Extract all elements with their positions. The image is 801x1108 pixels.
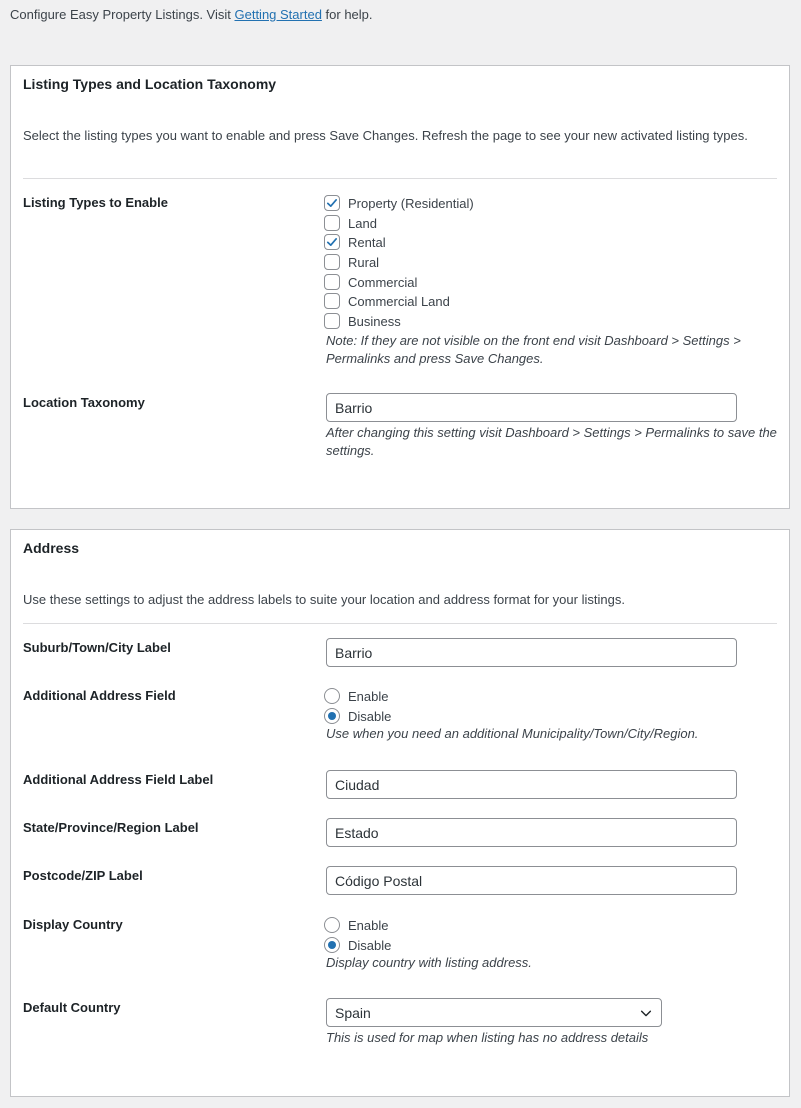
display-country-disable-row[interactable]: [324, 935, 391, 955]
checkbox-row-property[interactable]: [324, 193, 474, 213]
additional-address-field-label: Additional Address Field Label: [23, 772, 214, 787]
postcode-label: Postcode/ZIP Label: [23, 868, 143, 883]
additional-address-label-input[interactable]: [326, 770, 737, 799]
intro-suffix: for help.: [321, 7, 373, 22]
section-description: Select the listing types you want to enable and press Save Changes. Refresh the page to see your new activated listing types.: [23, 128, 748, 143]
additional-address-enable-radio[interactable]: [324, 688, 340, 704]
default-country-help: This is used for map when listing has no address details: [326, 1030, 649, 1045]
listing-types-help: Note: If they are not visible on the front end visit Dashboard > Settings > Permalinks and press Save Changes.: [326, 333, 741, 366]
default-country-label: Default Country: [23, 1000, 121, 1015]
additional-address-help: Use when you need an additional Municipality/Town/City/Region.: [326, 726, 699, 741]
checkbox-row-business[interactable]: [324, 311, 401, 331]
postcode-label-input[interactable]: [326, 866, 737, 895]
section-title: Address: [23, 540, 80, 556]
intro-text: [10, 7, 373, 22]
land-checkbox-label: Land: [348, 215, 377, 231]
checkbox-row-land[interactable]: [324, 213, 377, 233]
location-taxonomy-help: After changing this setting visit Dashboard > Settings > Permalinks to save the settings.: [326, 425, 777, 458]
checkmark-icon: [325, 196, 339, 210]
default-country-select[interactable]: [326, 998, 662, 1027]
display-country-enable-radio[interactable]: [324, 917, 340, 933]
business-checkbox-label: Business: [348, 313, 401, 329]
checkbox-row-commercial[interactable]: [324, 272, 417, 292]
property-checkbox-label: Property (Residential): [348, 195, 474, 211]
land-checkbox[interactable]: [324, 215, 340, 231]
rental-checkbox-label: Rental: [348, 234, 386, 250]
property-checkbox[interactable]: [324, 195, 340, 211]
divider: [23, 623, 777, 624]
divider: [23, 178, 777, 179]
additional-address-disable-radio[interactable]: [324, 708, 340, 724]
location-taxonomy-input[interactable]: [326, 393, 737, 422]
commercial-checkbox-label: Commercial: [348, 274, 418, 290]
additional-address-disable-row[interactable]: [324, 706, 391, 726]
suburb-label: Suburb/Town/City Label: [23, 640, 171, 655]
getting-started-link[interactable]: Getting Started: [234, 7, 322, 22]
display-country-disable-radio[interactable]: [324, 937, 340, 953]
checkbox-row-commercial-land[interactable]: [324, 291, 450, 311]
commercial-land-checkbox-label: Commercial Land: [348, 293, 450, 309]
display-country-help: Display country with listing address.: [326, 955, 532, 970]
radio-label: Enable: [348, 688, 389, 704]
state-label-input[interactable]: [326, 818, 737, 847]
rural-checkbox-label: Rural: [348, 254, 380, 270]
additional-address-label: Additional Address Field: [23, 688, 176, 703]
listing-types-label: Listing Types to Enable: [23, 195, 168, 210]
listing-types-section: [10, 65, 790, 509]
location-taxonomy-label: Location Taxonomy: [23, 395, 145, 410]
chevron-down-icon: [639, 1006, 653, 1020]
rural-checkbox[interactable]: [324, 254, 340, 270]
radio-label: Disable: [348, 937, 392, 953]
default-country-value: Spain: [335, 1004, 371, 1021]
display-country-enable-row[interactable]: [324, 915, 388, 935]
address-section: [10, 529, 790, 1097]
commercial-checkbox[interactable]: [324, 274, 340, 290]
checkbox-row-rental[interactable]: [324, 232, 386, 252]
commercial-land-checkbox[interactable]: [324, 293, 340, 309]
business-checkbox[interactable]: [324, 313, 340, 329]
checkbox-row-rural[interactable]: [324, 252, 379, 272]
radio-label: Disable: [348, 708, 392, 724]
section-description: Use these settings to adjust the address labels to suite your location and address format for your listings.: [23, 592, 625, 607]
radio-dot-icon: [328, 941, 336, 949]
suburb-label-input[interactable]: [326, 638, 737, 667]
rental-checkbox[interactable]: [324, 234, 340, 250]
intro-prefix: Configure Easy Property Listings. Visit: [10, 7, 235, 22]
display-country-label: Display Country: [23, 917, 123, 932]
checkmark-icon: [325, 235, 339, 249]
section-title: Listing Types and Location Taxonomy: [23, 76, 277, 92]
radio-dot-icon: [328, 712, 336, 720]
state-label: State/Province/Region Label: [23, 820, 199, 835]
additional-address-enable-row[interactable]: [324, 686, 388, 706]
radio-label: Enable: [348, 917, 389, 933]
